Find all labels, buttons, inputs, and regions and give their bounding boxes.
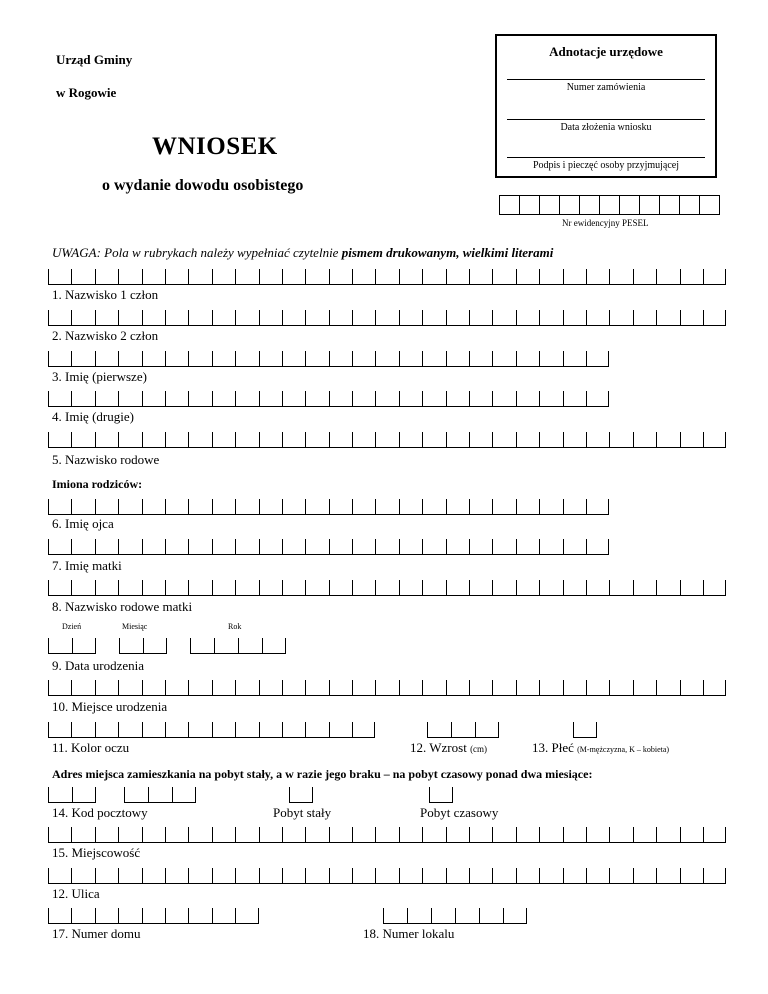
order-number-line[interactable] — [507, 79, 705, 80]
month-label: Miesiąc — [122, 622, 148, 631]
postal-code-label: 14. Kod pocztowy — [52, 805, 148, 820]
sex-box[interactable] — [573, 722, 597, 738]
submission-date-label: Data złożenia wniosku — [560, 122, 652, 133]
house-number-boxes[interactable] — [48, 908, 259, 924]
birth-year-boxes[interactable] — [190, 638, 286, 654]
flat-number-label: 18. Numer lokalu — [363, 926, 455, 941]
street-label: 12. Ulica — [52, 886, 100, 901]
pesel-label: Nr ewidencyjny PESEL — [562, 218, 649, 228]
first-name-label: 3. Imię (pierwsze) — [52, 369, 147, 384]
official-annotations-box — [495, 34, 717, 178]
signature-label: Podpis i pieczęć osoby przyjmującej — [532, 160, 680, 171]
mother-family-name-label: 8. Nazwisko rodowe matki — [52, 599, 193, 614]
mother-name-label: 7. Imię matki — [52, 558, 122, 573]
postal-code-part1-boxes[interactable] — [48, 787, 96, 803]
family-name-label: 5. Nazwisko rodowe — [52, 452, 160, 467]
instruction-note: UWAGA: Pola w rubrykach należy wypełniać czytelnie pismem drukowanym, wielkimi literami — [52, 245, 554, 260]
height-boxes[interactable] — [427, 722, 499, 738]
surname1-label: 1. Nazwisko 1 człon — [52, 287, 159, 302]
office-location: w Rogowie — [56, 85, 117, 100]
pesel-boxes[interactable] — [500, 195, 720, 215]
document-title: WNIOSEK — [152, 133, 278, 160]
postal-code-part2-boxes[interactable] — [124, 787, 196, 803]
height-label: 12. Wzrost (cm) — [410, 740, 488, 755]
order-number-label: Numer zamówienia — [566, 82, 646, 93]
birth-day-boxes[interactable] — [48, 638, 96, 654]
birth-place-label: 10. Miejsce urodzenia — [52, 699, 168, 714]
office-name: Urząd Gminy — [56, 52, 133, 67]
document-subtitle: o wydanie dowodu osobistego — [102, 177, 304, 194]
temporary-residence-label: Pobyt czasowy — [420, 805, 499, 820]
permanent-residence-label: Pobyt stały — [273, 805, 332, 820]
submission-date-line[interactable] — [507, 119, 705, 120]
family-name-boxes[interactable] — [48, 432, 726, 448]
year-label: Rok — [228, 622, 242, 631]
mother-family-name-boxes[interactable] — [48, 580, 726, 596]
father-name-label: 6. Imię ojca — [52, 516, 114, 531]
birth-month-boxes[interactable] — [119, 638, 167, 654]
signature-line[interactable] — [507, 157, 705, 158]
temporary-residence-box[interactable] — [429, 787, 453, 803]
birth-date-label: 9. Data urodzenia — [52, 658, 145, 673]
surname2-boxes[interactable] — [48, 310, 726, 326]
parents-heading: Imiona rodziców: — [52, 477, 143, 491]
official-annotations-heading: Adnotacje urzędowe — [549, 44, 663, 59]
day-label: Dzień — [62, 622, 82, 631]
town-boxes[interactable] — [48, 827, 726, 843]
mother-name-boxes[interactable] — [48, 539, 609, 555]
birth-place-boxes[interactable] — [48, 680, 726, 696]
second-name-boxes[interactable] — [48, 391, 609, 407]
address-heading: Adres miejsca zamieszkania na pobyt stały, a w razie jego braku – na pobyt czasowy ponad dwa miesiące: — [52, 767, 593, 781]
surname1-boxes[interactable] — [48, 269, 726, 285]
permanent-residence-box[interactable] — [289, 787, 313, 803]
flat-number-boxes[interactable] — [383, 908, 527, 924]
house-number-label: 17. Numer domu — [52, 926, 141, 941]
eye-color-label: 11. Kolor oczu — [52, 740, 130, 755]
street-boxes[interactable] — [48, 868, 726, 884]
eye-color-boxes[interactable] — [48, 722, 375, 738]
surname2-label: 2. Nazwisko 2 człon — [52, 328, 159, 343]
sex-label: 13. Płeć (M-mężczyzna, K – kobieta) — [532, 740, 670, 755]
first-name-boxes[interactable] — [48, 351, 609, 367]
second-name-label: 4. Imię (drugie) — [52, 409, 134, 424]
father-name-boxes[interactable] — [48, 499, 609, 515]
town-label: 15. Miejscowość — [52, 845, 141, 860]
